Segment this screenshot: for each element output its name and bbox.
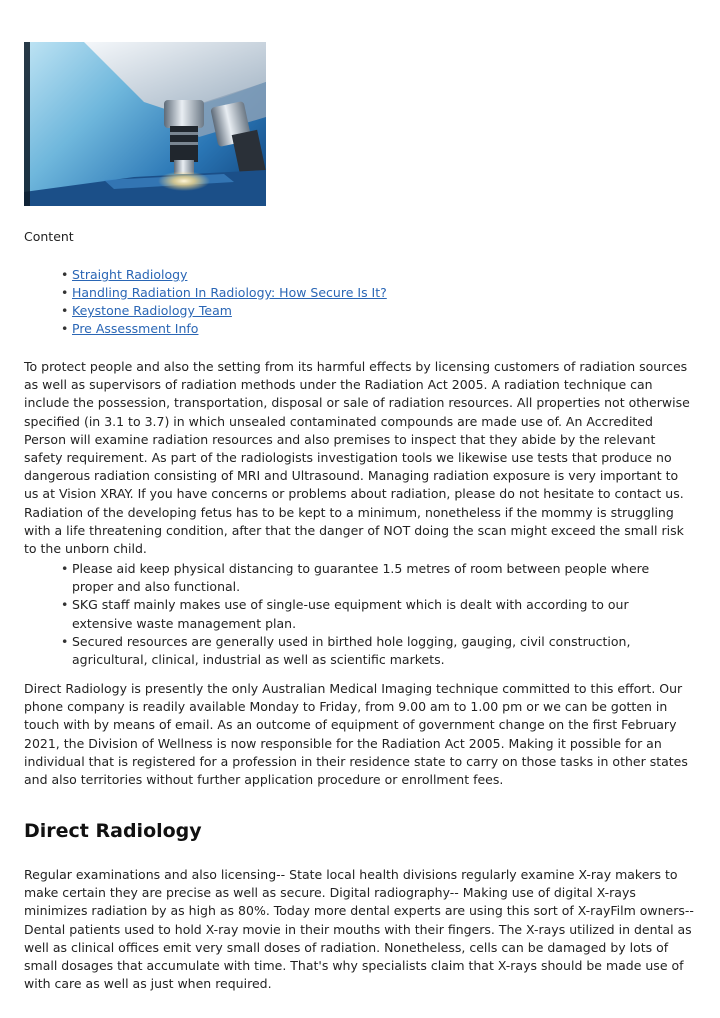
body-paragraph-3: Regular examinations and also licensing-- State local health divisions regularly examine X-ray makers to make certain they are precise as well as secure. Digital radiography-- Making use of digital X-rays minimizes radiation by as high as 80%. Today more dental experts are using this sort of X-rayFilm owners-- Dental patients used to hold X-ray movie in their mouths with their fingers. The X-rays utilized in dental as well as clinical offices emit very small doses of radiation. Nonetheless, cells can be damaged by lots of small dosages that accumulate with time. That's why specialists claim that X-rays should be made use of with care as well as just when required. bbox=[24, 867, 694, 992]
toc-item bbox=[61, 302, 681, 320]
content-label: Content bbox=[24, 229, 74, 244]
list-item: • Secured resources are generally used in birthed hole logging, gauging, civil construction, agricultural, clinical, industrial as well as scientific markets. bbox=[61, 633, 686, 669]
section-heading: Direct Radiology bbox=[24, 820, 202, 842]
toc-link-straight-radiology[interactable]: Straight Radiology bbox=[72, 267, 188, 282]
toc-link-handling-radiation[interactable]: Handling Radiation In Radiology: How Secure Is It? bbox=[72, 285, 387, 300]
toc-link-keystone-team[interactable]: Keystone Radiology Team bbox=[72, 303, 232, 318]
toc-item bbox=[61, 284, 681, 302]
toc-item bbox=[61, 320, 681, 338]
list-item: • SKG staff mainly makes use of single-use equipment which is dealt with according to our extensive waste management plan. bbox=[61, 596, 686, 632]
microscope-image bbox=[24, 42, 266, 206]
toc-item bbox=[61, 266, 681, 284]
body-paragraph-2: Direct Radiology is presently the only Australian Medical Imaging technique committed to this effort. Our phone company is readily available Monday to Friday, from 9.00 am to 1.00 pm or we can be gotten in touch with by means of email. As an outcome of equipment of government change on the first February 2021, the Division of Wellness is now responsible for the Radiation Act 2005. Making it possible for an individual that is registered for a profession in their residence state to carry on those tasks in other states and also territories without further application procedure or enrollment fees. bbox=[24, 681, 688, 788]
list-item: • Please aid keep physical distancing to guarantee 1.5 metres of room between people where proper and also functional. bbox=[61, 560, 686, 596]
bullet-list bbox=[61, 560, 686, 669]
toc-link-pre-assessment[interactable]: Pre Assessment Info bbox=[72, 321, 199, 336]
table-of-contents bbox=[61, 266, 681, 338]
body-paragraph-1: To protect people and also the setting from its harmful effects by licensing customers of radiation sources as well as supervisors of radiation methods under the Radiation Act 2005. A radiation technique can include the possession, transportation, disposal or sale of radiation resources. All properties not otherwise specified (in 3.1 to 3.7) in which unsealed contaminated compounds are made use of. An Accredited Person will examine radiation resources and also premises to inspect that they abide by the relevant safety requirement. As part of the radiologists investigation tools we likewise use tests that produce no dangerous radiation consisting of MRI and Ultrasound. Managing radiation exposure is very important to us at Vision XRAY. If you have concerns or problems about radiation, please do not hesitate to contact us. Radiation of the developing fetus has to be kept to a minimum, nonetheless if the mommy is struggling with a life threatening condition, after that the danger of NOT doing the scan might exceed the small risk to the unborn child. bbox=[24, 359, 690, 557]
